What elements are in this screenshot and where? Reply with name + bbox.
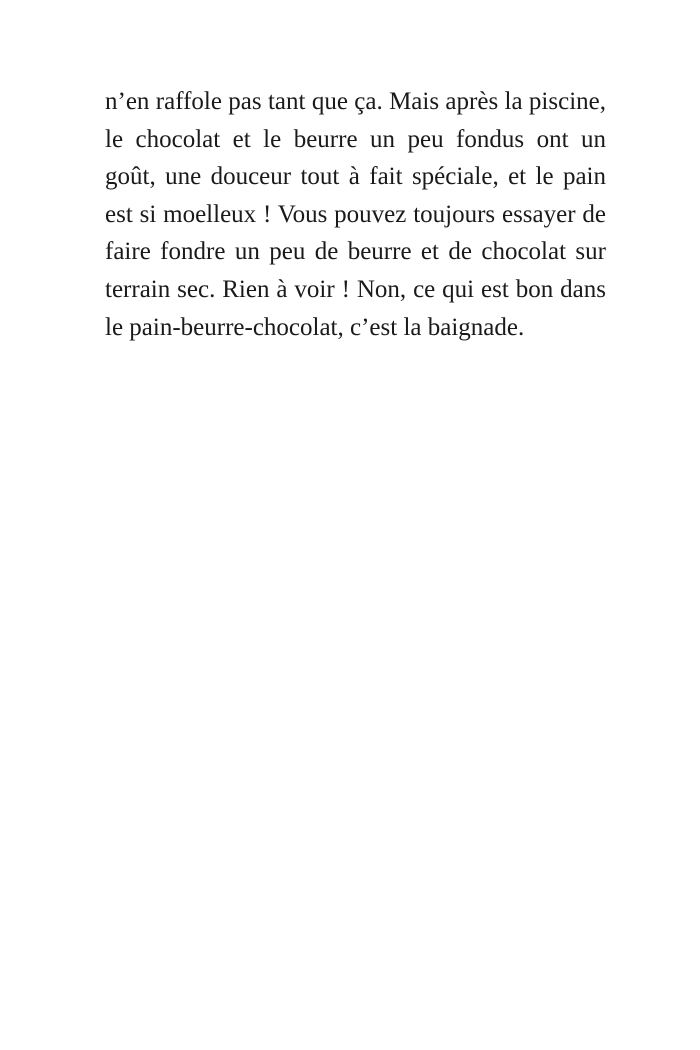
text-line: est si moelleux ! Vous pouvez toujours essayer de [105, 200, 606, 228]
text-line: faire fondre un peu de beurre et de chocolat sur [105, 238, 606, 266]
text-line: n’en raffole pas tant que ça. Mais après la piscine, [105, 88, 606, 115]
text-line: terrain sec. Rien à voir ! Non, ce qui est bon dans [105, 275, 606, 303]
body-paragraph [105, 83, 606, 346]
text-line: le chocolat et le beurre un peu fondus ont un [105, 125, 606, 153]
text-line: goût, une douceur tout à fait spéciale, et le pain [105, 163, 606, 191]
text-line: le pain-beurre-chocolat, c’est la baignade. [105, 313, 525, 341]
